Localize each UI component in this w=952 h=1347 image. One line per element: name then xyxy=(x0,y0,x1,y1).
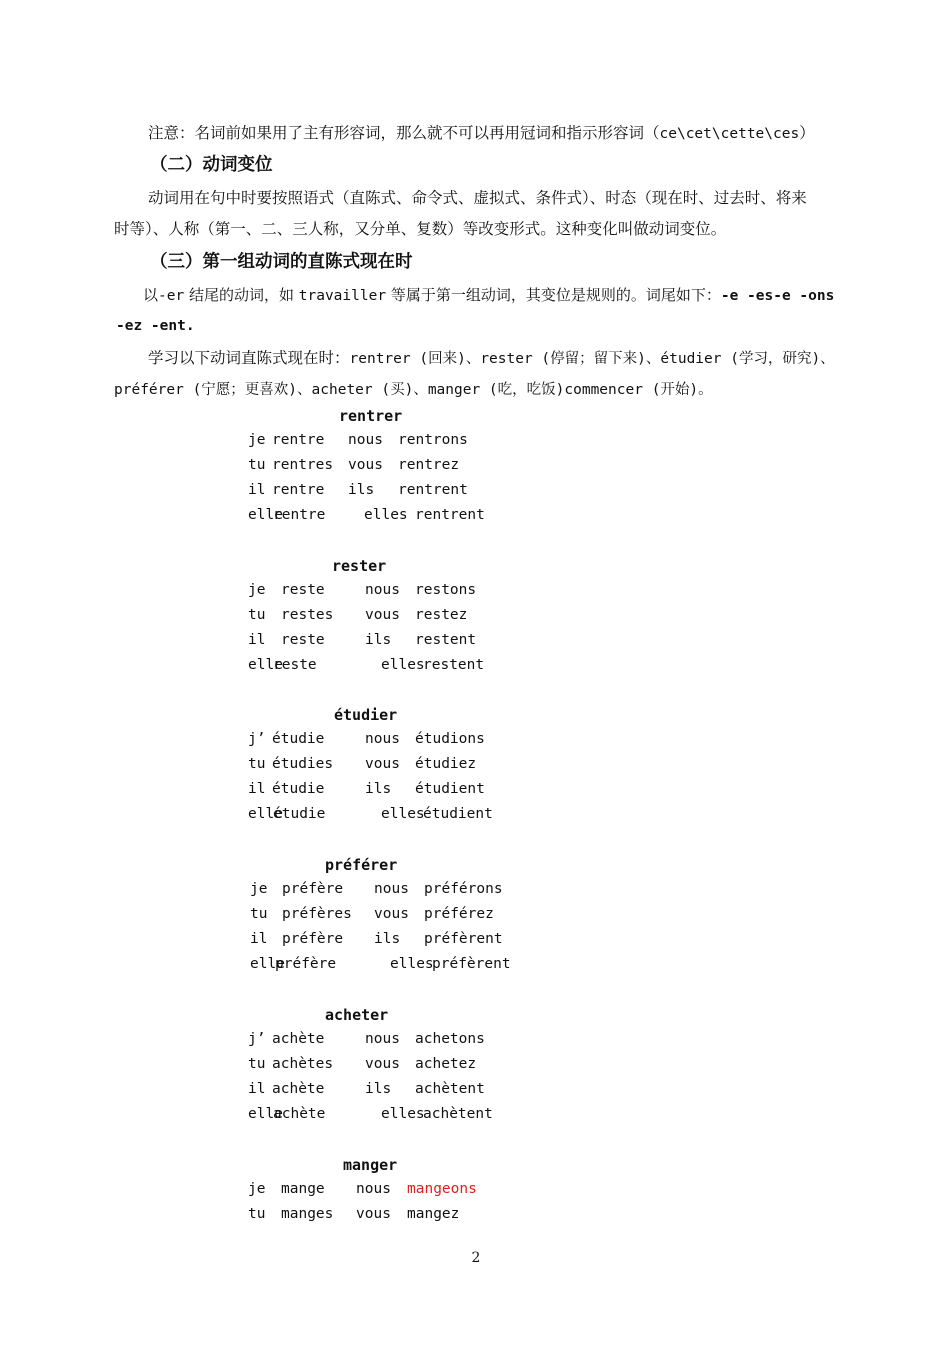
conj-p-pron: nous xyxy=(348,432,383,448)
conj-p-pron: ils xyxy=(348,482,375,498)
conj-s-pron: elle xyxy=(248,1106,283,1122)
conj-s-pron: il xyxy=(248,1081,266,1097)
conj-s-form: étudie xyxy=(273,806,326,822)
conj-s-pron: il xyxy=(248,482,266,498)
conj-p-form: restent xyxy=(423,657,485,673)
conj-p-pron: elles xyxy=(390,956,434,972)
section3-endings-2: -ez -ent. xyxy=(116,318,195,334)
conj-s-form: achète xyxy=(272,1081,325,1097)
conj-p-pron: nous xyxy=(365,731,400,747)
section2-heading: （二）动词变位 xyxy=(150,155,273,175)
conj-s-form: manges xyxy=(281,1206,334,1222)
conj-s-form: achète xyxy=(272,1031,325,1047)
conj-s-pron: il xyxy=(248,781,266,797)
conj-p-pron: elles xyxy=(381,1106,425,1122)
conj-s-pron: tu xyxy=(248,607,266,623)
conj-s-form: étudie xyxy=(272,781,325,797)
conj-p-form: rentrez xyxy=(398,457,460,473)
section3-line1 xyxy=(143,285,834,306)
conj-s-pron: elle xyxy=(248,657,283,673)
conj-s-pron: je xyxy=(248,1181,266,1197)
conj-s-form: reste xyxy=(281,632,325,648)
conj-s-pron: tu xyxy=(248,756,266,772)
conj-s-form: rentre xyxy=(272,482,325,498)
conj-s-form: achètes xyxy=(272,1056,334,1072)
conj-p-pron: nous xyxy=(374,881,409,897)
conj-s-form: étudie xyxy=(272,731,325,747)
section3-endings-1: -e -es-e -ons xyxy=(720,288,835,304)
verb-title: acheter xyxy=(325,1006,389,1024)
section3-text-c: 等属于第一组动词，其变位是规则的。词尾如下： xyxy=(386,286,721,304)
conj-s-pron: il xyxy=(250,931,268,947)
note-suffix: ） xyxy=(799,124,815,142)
conj-s-form: reste xyxy=(281,582,325,598)
conj-s-form: préfères xyxy=(282,906,352,922)
verb-title: rester xyxy=(332,557,387,575)
section3-mono-er: -er xyxy=(158,288,185,304)
conj-s-pron: il xyxy=(248,632,266,648)
conj-p-form: préférons xyxy=(424,881,503,897)
conj-s-pron: tu xyxy=(248,1206,266,1222)
conj-p-form: restons xyxy=(415,582,477,598)
verb-title: manger xyxy=(343,1156,398,1174)
verb-title: rentrer xyxy=(339,407,403,425)
conj-s-pron: je xyxy=(248,582,266,598)
conj-s-pron: elle xyxy=(248,507,283,523)
conj-p-form: étudient xyxy=(423,806,493,822)
conj-p-pron: vous xyxy=(365,1056,400,1072)
page-number: 2 xyxy=(471,1250,481,1266)
conj-p-pron: vous xyxy=(365,756,400,772)
section3-text-b: 结尾的动词，如 xyxy=(184,286,299,304)
study-line1 xyxy=(148,348,835,369)
conj-p-pron: ils xyxy=(365,632,392,648)
conj-s-form: mange xyxy=(281,1181,325,1197)
conj-s-form: préfère xyxy=(282,931,344,947)
conj-p-pron: nous xyxy=(365,1031,400,1047)
verb-title: étudier xyxy=(334,706,398,724)
conj-s-pron: tu xyxy=(248,1056,266,1072)
conj-p-pron: ils xyxy=(365,1081,392,1097)
note-text: 注意：名词前如果用了主有形容词，那么就不可以再用冠词和指示形容词（ xyxy=(148,124,660,142)
conj-p-form: achetez xyxy=(415,1056,477,1072)
study-line2: préférer (宁愿；更喜欢)、acheter (买)、manger (吃，吃饭)commencer (开始)。 xyxy=(114,382,713,398)
conj-s-pron: elle xyxy=(250,956,285,972)
conj-s-pron: tu xyxy=(250,906,268,922)
study-text-a: 学习以下动词直陈式现在时： xyxy=(148,349,350,367)
conj-s-form: reste xyxy=(273,657,317,673)
conj-s-form: achète xyxy=(273,1106,326,1122)
conj-s-form: étudies xyxy=(272,756,334,772)
conj-p-form: étudiez xyxy=(415,756,477,772)
conj-p-pron: elles xyxy=(381,657,425,673)
note-mono: ce\cet\cette\ces xyxy=(659,126,800,142)
conj-p-form: achètent xyxy=(415,1081,485,1097)
conj-p-form: rentrent xyxy=(415,507,485,523)
conj-p-pron: vous xyxy=(348,457,383,473)
conj-s-form: rentres xyxy=(272,457,334,473)
conj-s-pron: je xyxy=(250,881,268,897)
conj-p-form: étudions xyxy=(415,731,485,747)
conj-s-pron: elle xyxy=(248,806,283,822)
conj-p-form: restez xyxy=(415,607,468,623)
note-line xyxy=(148,123,815,144)
conj-p-form: rentrons xyxy=(398,432,468,448)
conj-s-pron: je xyxy=(248,432,266,448)
conj-p-form: étudient xyxy=(415,781,485,797)
conj-s-pron: j’ xyxy=(248,1031,266,1047)
conj-p-form: préfèrent xyxy=(432,956,511,972)
verb-title: préférer xyxy=(325,856,398,874)
conj-p-pron: elles xyxy=(381,806,425,822)
conj-s-form: restes xyxy=(281,607,334,623)
section2-line1: 动词用在句中时要按照语式（直陈式、命令式、虚拟式、条件式）、时态（现在时、过去时、将来 xyxy=(148,189,807,207)
conj-p-pron: ils xyxy=(374,931,401,947)
conj-p-pron: nous xyxy=(356,1181,391,1197)
section3-heading: （三）第一组动词的直陈式现在时 xyxy=(150,252,413,272)
conj-p-pron: vous xyxy=(356,1206,391,1222)
conj-s-form: rentre xyxy=(273,507,326,523)
conj-p-pron: vous xyxy=(374,906,409,922)
conj-p-pron: nous xyxy=(365,582,400,598)
conj-p-form: préférez xyxy=(424,906,494,922)
conj-p-pron: elles xyxy=(364,507,408,523)
conj-p-form: achètent xyxy=(423,1106,493,1122)
conj-p-form: préfèrent xyxy=(424,931,503,947)
conj-s-pron: j’ xyxy=(248,731,266,747)
conj-s-form: préfère xyxy=(275,956,337,972)
conj-p-form: mangeons xyxy=(407,1181,477,1197)
conj-s-pron: tu xyxy=(248,457,266,473)
conj-p-form: rentrent xyxy=(398,482,468,498)
conj-s-form: rentre xyxy=(272,432,325,448)
conj-p-pron: ils xyxy=(365,781,392,797)
conj-s-form: préfère xyxy=(282,881,344,897)
section3-mono-travailler: travailler xyxy=(298,288,387,304)
conj-p-form: restent xyxy=(415,632,477,648)
section3-text-a: 以 xyxy=(143,286,159,304)
conj-p-form: achetons xyxy=(415,1031,485,1047)
conj-p-form: mangez xyxy=(407,1206,460,1222)
conj-p-pron: vous xyxy=(365,607,400,623)
study-text-b: rentrer (回来)、rester (停留；留下来)、étudier (学习，研究)、 xyxy=(349,351,835,367)
section2-line2: 时等）、人称（第一、二、三人称，又分单、复数）等改变形式。这种变化叫做动词变位。 xyxy=(114,220,727,238)
